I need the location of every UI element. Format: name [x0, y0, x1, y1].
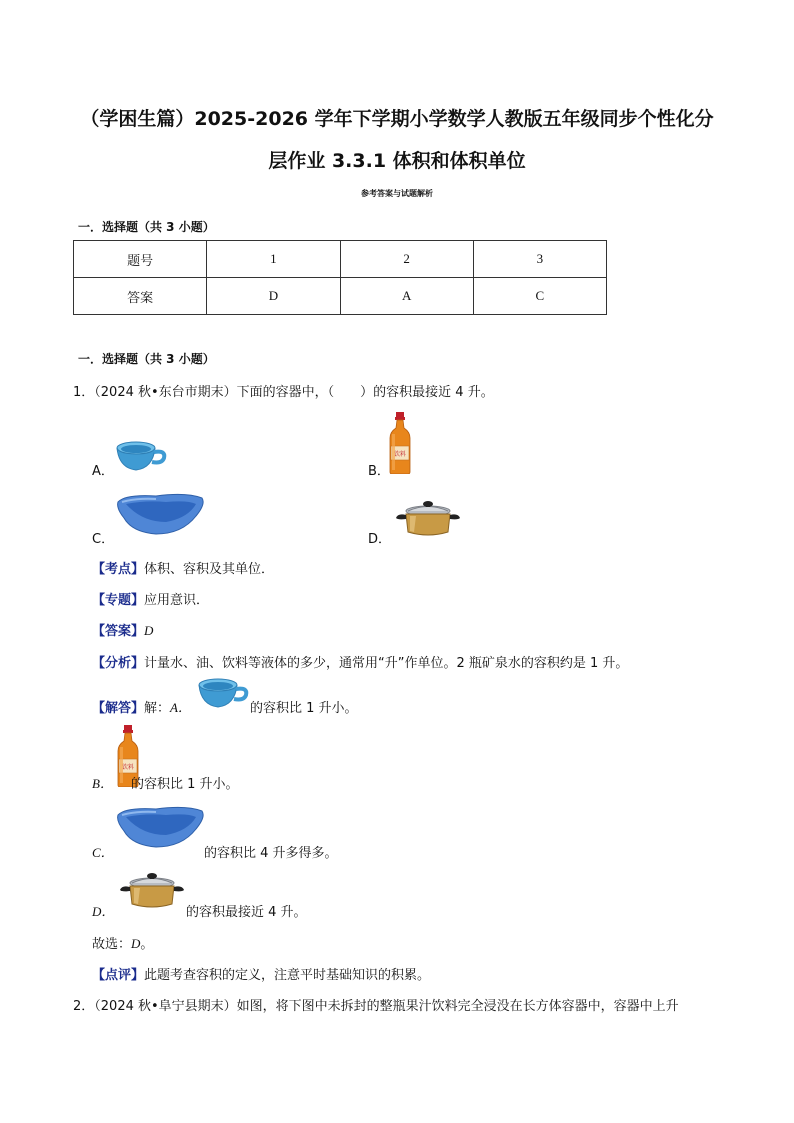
table-cell: 2	[340, 241, 473, 278]
section-heading: 一．选择题（共 3 小题）	[78, 220, 215, 234]
section-heading: 一．选择题（共 3 小题）	[78, 352, 215, 366]
table-cell: 答案	[74, 278, 207, 315]
guxuan-answer: D	[131, 936, 141, 951]
table-cell: 1	[207, 241, 340, 278]
table-cell: A	[340, 278, 473, 315]
fenxi-line	[92, 652, 628, 671]
dianping-tag: 【点评】	[92, 968, 145, 983]
jieda-tag: 【解答】	[92, 701, 145, 716]
question-2-stem: 2．（2024 秋•阜宁县期末）如图，将下图中未拆封的整瓶果汁饮料完全浸没在长方体容器中，容器中上升	[73, 999, 679, 1014]
guxuan-prefix: 故选：	[92, 937, 132, 952]
doc-subtitle: 参考答案与试题解析	[361, 189, 433, 198]
pot-icon	[394, 498, 462, 538]
sol-d-text: 的容积最接近 4 升。	[186, 905, 307, 920]
sol-a-label: A．	[170, 700, 191, 715]
table-cell: D	[207, 278, 340, 315]
table-row	[74, 241, 607, 278]
daan-text: D	[144, 623, 154, 638]
table-cell: 3	[473, 241, 606, 278]
daan-tag: 【答案】	[92, 624, 145, 639]
table-row	[74, 278, 607, 315]
doc-title-line2: 层作业 3.3.1 体积和体积单位	[268, 150, 526, 172]
kaodian-text: 体积、容积及其单位．	[144, 562, 275, 577]
question-1-stem: 1．（2024 秋•东台市期末）下面的容器中，（ ）的容积最接近 4 升。	[73, 385, 494, 400]
sol-c-text: 的容积比 4 升多得多。	[204, 846, 338, 861]
sol-b-text: 的容积比 1 升小。	[130, 777, 239, 792]
jieda-prefix: 解：	[144, 701, 171, 716]
cup-icon	[198, 677, 250, 709]
cup-icon	[116, 440, 168, 472]
zhuanti-line	[92, 589, 209, 608]
sol-a-text: 的容积比 1 升小。	[250, 701, 358, 716]
dianping-text: 此题考查容积的定义，注意平时基础知识的积累。	[144, 968, 431, 983]
zhuanti-tag: 【专题】	[92, 593, 145, 608]
guxuan-line	[92, 933, 153, 952]
sol-b-line	[92, 773, 239, 792]
answer-table	[73, 240, 607, 315]
tub-icon	[116, 490, 206, 536]
option-a-label: A．	[92, 464, 114, 479]
zhuanti-text: 应用意识．	[144, 593, 210, 608]
dianping-line	[92, 964, 430, 983]
option-b-label: B．	[368, 464, 390, 479]
fenxi-tag: 【分析】	[92, 656, 145, 671]
jieda-line	[92, 697, 191, 716]
table-cell: C	[473, 278, 606, 315]
kaodian-line	[92, 558, 274, 577]
fenxi-text: 计量水、油、饮料等液体的多少，通常用“升”作单位。2 瓶矿泉水的容积约是 1 升。	[144, 656, 629, 671]
guxuan-end: 。	[140, 937, 154, 952]
doc-title-line1: （学困生篇）2025-2026 学年下学期小学数学人教版五年级同步个性化分	[80, 108, 714, 130]
daan-line	[92, 620, 153, 639]
kaodian-tag: 【考点】	[92, 562, 145, 577]
pot-icon	[118, 870, 186, 910]
sol-c-label: C．	[92, 845, 114, 860]
table-cell: 题号	[74, 241, 207, 278]
sol-d-label: D．	[92, 904, 115, 919]
option-d-label: D．	[368, 532, 392, 547]
option-c-label: C．	[92, 532, 115, 547]
sol-b-label: B．	[92, 776, 113, 791]
tub-icon	[116, 803, 206, 849]
bottle-icon	[388, 412, 412, 474]
